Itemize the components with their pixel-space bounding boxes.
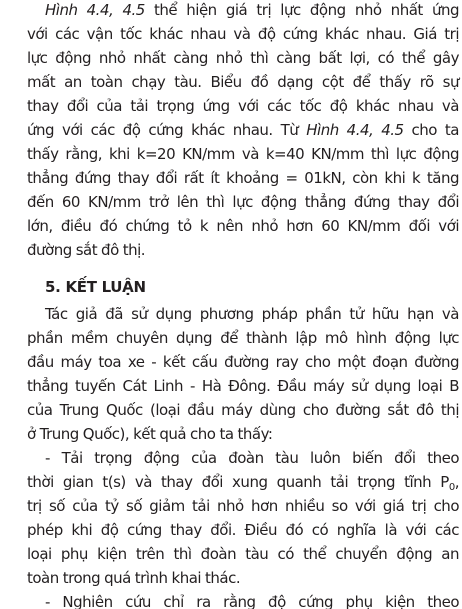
p2-line: thẳng tuyến Cát Linh - Hà Đông. Đầu máy sử dụng loại B	[27, 377, 459, 395]
section-heading: 5. KẾT LUẬN	[45, 278, 146, 296]
p1-line: đường sắt đô thị.	[27, 241, 146, 259]
p2-line: phần mềm chuyên dụng để thành lập mô hình động lực	[27, 329, 459, 347]
figure-reference: Hình 4.4, 4.5	[45, 1, 145, 19]
subscript: 0	[448, 482, 455, 493]
p1-line: thẳng đứng thay đổi rất ít khoảng = 01kN, còn khi k tăng	[27, 169, 459, 187]
bullet-line: thời gian t(s) và thay đổi xung quanh tải trọng tĩnh $P_0$,	[27, 473, 459, 493]
p2-line: Tác giả đã sử dụng phương pháp phần tử hữu hạn và	[45, 305, 459, 323]
figure-reference: Hình 4.4, 4.5	[306, 121, 404, 139]
bullet-line: toàn trong quá trình khai thác.	[27, 569, 241, 587]
p1-line: ứng với các độ cứng khác nhau. Từ Hình 4.4, 4.5 cho ta	[27, 121, 459, 139]
p1-line: lực động nhỏ nhất càng nhỏ thì càng bất lợi, có thể gây	[27, 49, 459, 67]
bullet-line: - Nghiên cứu chỉ ra rằng độ cứng phụ kiện theo	[45, 593, 459, 609]
p1-line: thấy rằng, khi k=20 KN/mm và k=40 KN/mm thì lực động	[27, 145, 459, 163]
bullet-line: phép khi độ cứng thay đổi. Điều đó có nghĩa là với các	[27, 521, 459, 539]
p1-line: Hình 4.4, 4.5 thể hiện giá trị lực động nhỏ nhất ứng	[45, 1, 459, 19]
p2-line: ở Trung Quốc), kết quả cho ta thấy:	[27, 425, 273, 443]
bullet-line: trị số của tỷ số giảm tải nhỏ hơn nhiều so với giá trị cho	[27, 497, 459, 515]
bullet-line: loại phụ kiện trên thì đoàn tàu có thể chuyển động an	[27, 545, 459, 563]
bullet-line: - Tải trọng động của đoàn tàu luôn biến đổi theo	[45, 449, 459, 467]
p2-line: của Trung Quốc (loại đầu máy dùng cho đường sắt đô thị	[27, 401, 459, 419]
p1-line: mất an toàn chạy tàu. Biểu đồ dạng cột để thấy rõ sự	[27, 73, 459, 91]
p1-line: thay đổi của tải trọng ứng với các tốc độ khác nhau và	[27, 97, 459, 115]
p1-line: lớn, điều đó chứng tỏ k nên nhỏ hơn 60 KN/mm đối với	[27, 217, 459, 235]
p1-line: đến 60 KN/mm trở lên thì lực động thẳng đứng thay đổi	[27, 193, 459, 211]
p1-line: với các vận tốc khác nhau và độ cứng khác nhau. Giá trị	[27, 25, 459, 43]
p2-line: đầu máy toa xe - kết cấu đường ray cho một đoạn đường	[27, 353, 459, 371]
